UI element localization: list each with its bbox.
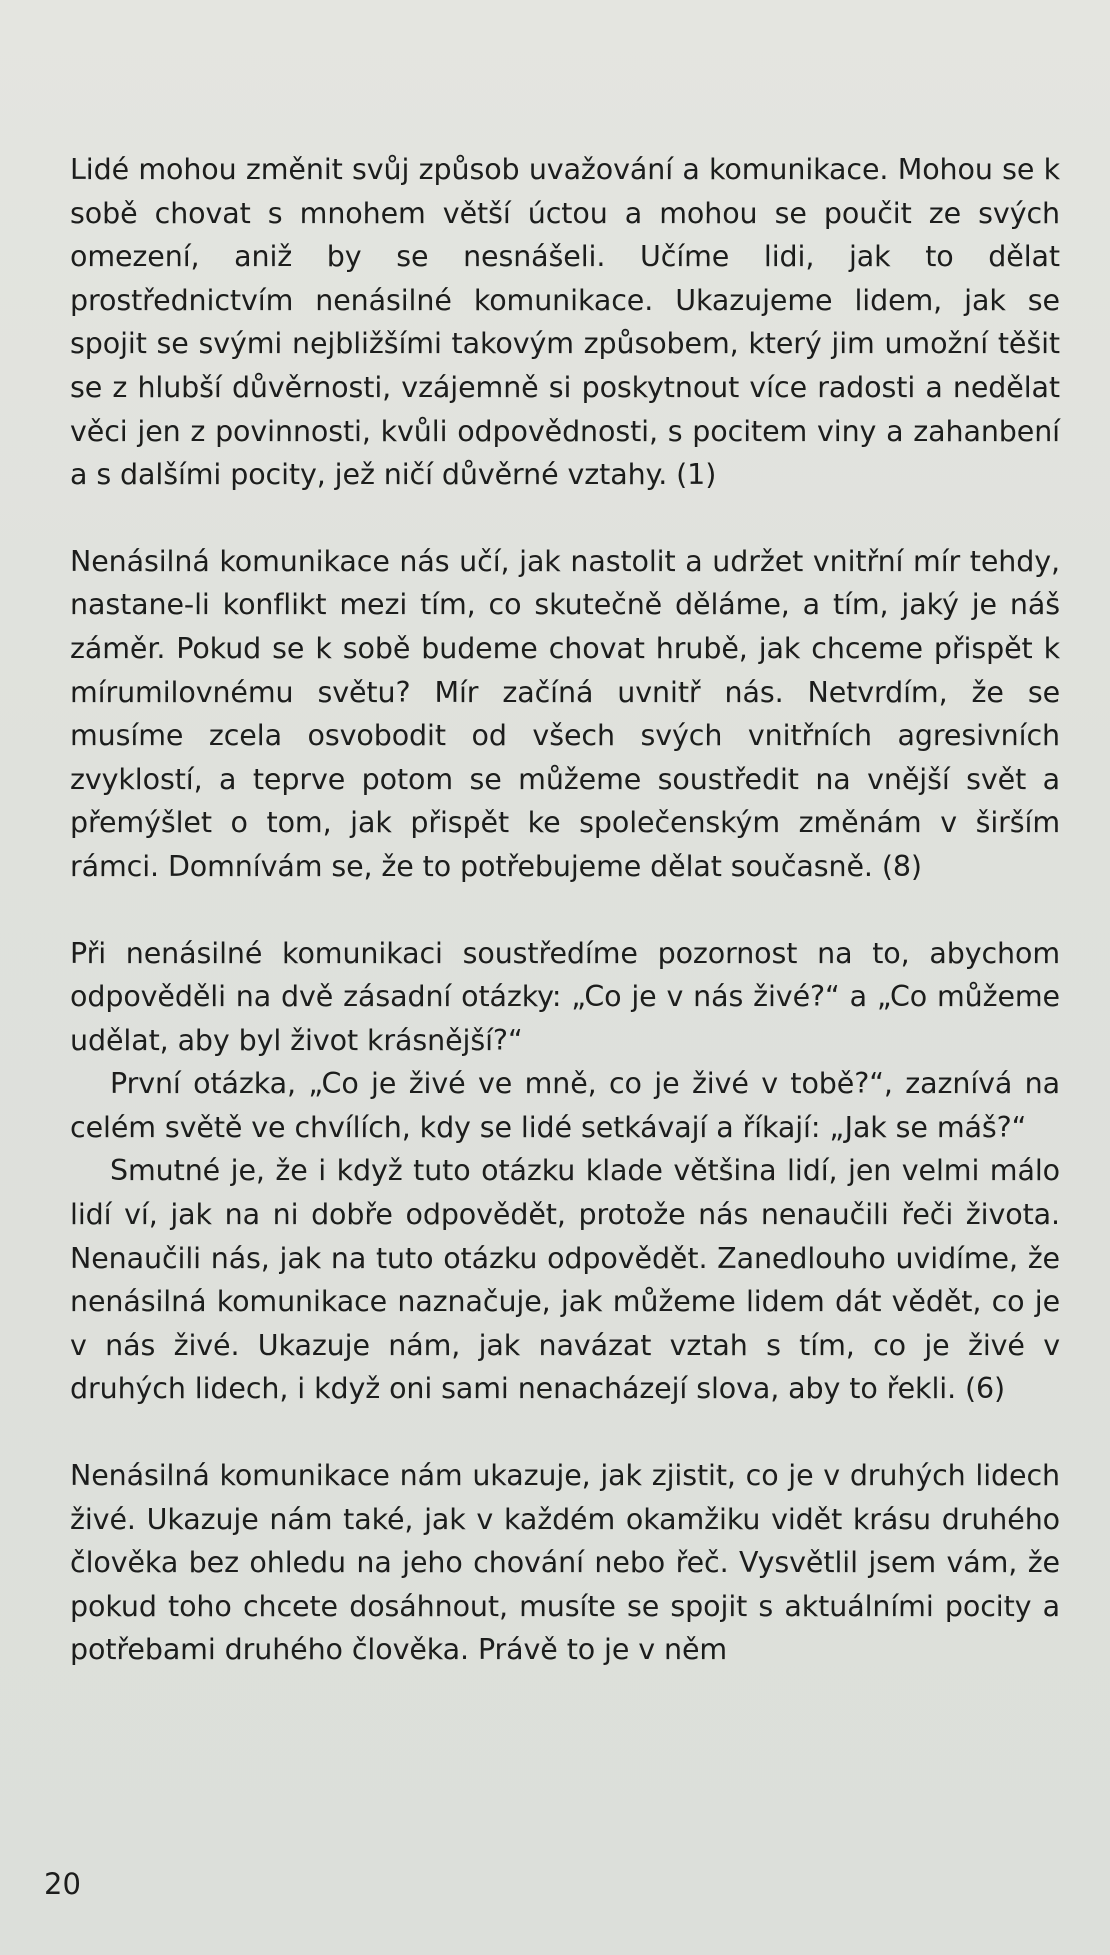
book-page-text: [70, 148, 1060, 1672]
paragraph-3: Při nenásilné komunikaci soustředíme pozornost na to, abychom odpověděli na dvě zásadní otázky: „Co je v nás živé?“ a „Co můžeme udělat, aby byl život krásnější?“: [70, 936, 1060, 1057]
paragraph-gap: [70, 889, 1060, 932]
page-number: 20: [44, 1867, 81, 1901]
paragraph-1: Lidé mohou změnit svůj způsob uvažování a komunikace. Mohou se k sobě chovat s mnohem větší úctou a mohou se poučit ze svých omezení, aniž by se nesnášeli. Učíme lidi, jak to dělat prostřednictvím nenásilné komunikace. Ukazujeme lidem, jak se spojit se svými nejbližšími takovým způsobem, který jim umožní těšit se z hlubší důvěrnosti, vzájemně si poskytnout více radosti a nedělat věci jen z povinnosti, kvůli odpovědnosti, s pocitem viny a zahanbení a s dalšími pocity, jež ničí důvěrné vztahy. (1): [70, 153, 1060, 492]
paragraph-2: Nenásilná komunikace nás učí, jak nastolit a udržet vnitřní mír tehdy, nastane-li konflikt mezi tím, co skutečně děláme, a tím, jaký je náš záměr. Pokud se k sobě budeme chovat hrubě, jak chceme přispět k mírumilovnému světu? Mír začíná uvnitř nás. Netvrdím, že se musíme zcela osvobodit od všech svých vnitřních agresivních zvyklostí, a teprve potom se můžeme soustředit na vnější svět a přemýšlet o tom, jak přispět ke společenským změnám v širším rámci. Domnívám se, že to potřebujeme dělat současně. (8): [70, 544, 1060, 883]
paragraph-gap: [70, 1411, 1060, 1454]
paragraph-4: První otázka, „Co je živé ve mně, co je živé v tobě?“, zaznívá na celém světě ve chvílích, kdy se lidé setkávají a říkají: „Jak se máš?“: [70, 1067, 1060, 1144]
paragraph-5: Smutné je, že i když tuto otázku klade většina lidí, jen velmi málo lidí ví, jak na ni dobře odpovědět, protože nás nenaučili řeči života. Nenaučili nás, jak na tuto otázku odpovědět. Zanedlouho uvidíme, že nenásilná komunikace naznačuje, jak můžeme lidem dát vědět, co je v nás živé. Ukazuje nám, jak navázat vztah s tím, co je živé v druhých lidech, i když oni sami nenacházejí slova, aby to řekli. (6): [70, 1154, 1060, 1406]
paragraph-6: Nenásilná komunikace nám ukazuje, jak zjistit, co je v druhých lidech živé. Ukazuje nám také, jak v každém okamžiku vidět krásu druhého člověka bez ohledu na jeho chování nebo řeč. Vysvětlil jsem vám, že pokud toho chcete dosáhnout, musíte se spojit s aktuálními pocity a potřebami druhého člověka. Právě to je v něm: [70, 1459, 1060, 1667]
paragraph-gap: [70, 497, 1060, 540]
